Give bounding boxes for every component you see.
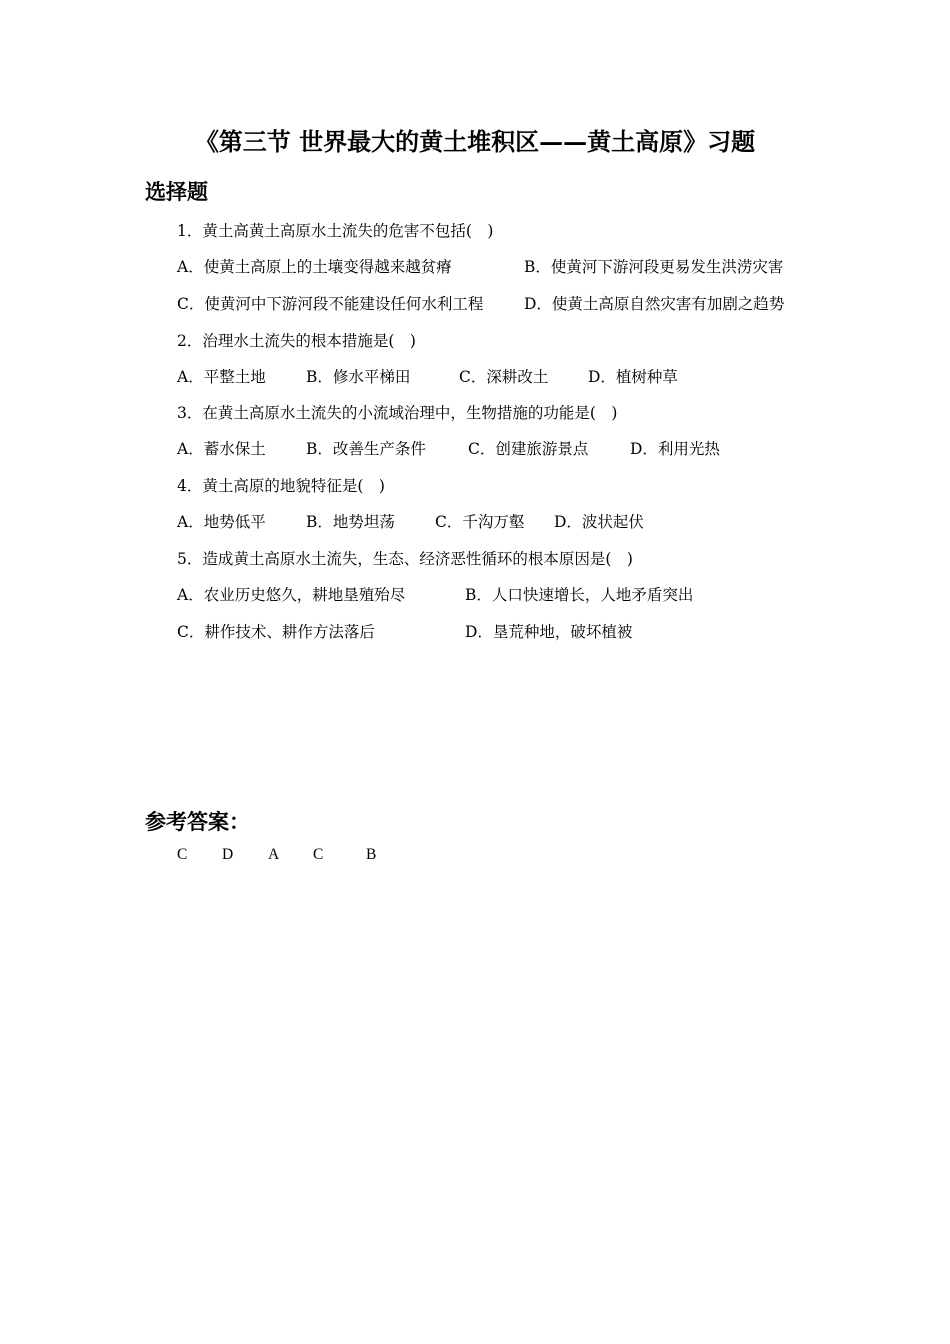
- question-1-option-c: C．使黄河中下游河段不能建设任何水利工程: [177, 295, 484, 313]
- question-3-option-c: C．创建旅游景点: [468, 440, 589, 458]
- answer-4: C: [313, 846, 324, 863]
- question-1-option-a: A．使黄土高原上的土壤变得越来越贫瘠: [177, 258, 452, 276]
- question-2-option-a: A．平整土地: [177, 368, 266, 386]
- question-2-option-b: B．修水平梯田: [306, 368, 411, 386]
- section-heading-choice: 选择题: [145, 179, 208, 204]
- answer-1: C: [177, 846, 188, 863]
- question-3-option-a: A．蓄水保土: [177, 440, 266, 458]
- question-5-option-d: D．垦荒种地，破坏植被: [465, 623, 633, 641]
- question-4-option-a: A．地势低平: [177, 513, 266, 531]
- question-4-option-b: B．地势坦荡: [306, 513, 395, 531]
- question-4-option-c: C．千沟万壑: [435, 513, 525, 531]
- question-5-stem: 5．造成黄土高原水土流失，生态、经济恶性循环的根本原因是( ): [177, 550, 633, 568]
- question-1-option-b: B．使黄河下游河段更易发生洪涝灾害: [524, 258, 784, 276]
- answer-2: D: [222, 846, 234, 863]
- question-2-option-c: C．深耕改土: [459, 368, 549, 386]
- question-4-stem: 4．黄土高原的地貌特征是( ): [177, 477, 385, 495]
- document-title: 《第三节 世界最大的黄土堆积区——黄土高原》习题: [194, 127, 756, 156]
- question-3-stem: 3．在黄土高原水土流失的小流域治理中，生物措施的功能是( ): [177, 404, 618, 422]
- question-3-option-d: D．利用光热: [630, 440, 720, 458]
- answer-5: B: [366, 846, 377, 863]
- question-1-stem: 1．黄土高黄土高原水土流失的危害不包括( ): [177, 222, 494, 240]
- question-2-stem: 2．治理水土流失的根本措施是( ): [177, 332, 416, 350]
- question-4-option-d: D．波状起伏: [554, 513, 644, 531]
- question-5-option-a: A．农业历史悠久，耕地垦殖殆尽: [177, 586, 406, 604]
- question-2-option-d: D．植树种草: [588, 368, 678, 386]
- question-3-option-b: B．改善生产条件: [306, 440, 426, 458]
- question-5-option-c: C．耕作技术、耕作方法落后: [177, 623, 375, 641]
- question-1-option-d: D．使黄土高原自然灾害有加剧之趋势: [524, 295, 785, 313]
- answer-3: A: [268, 846, 280, 863]
- question-5-option-b: B．人口快速增长，人地矛盾突出: [465, 586, 694, 604]
- answer-heading: 参考答案：: [145, 809, 250, 834]
